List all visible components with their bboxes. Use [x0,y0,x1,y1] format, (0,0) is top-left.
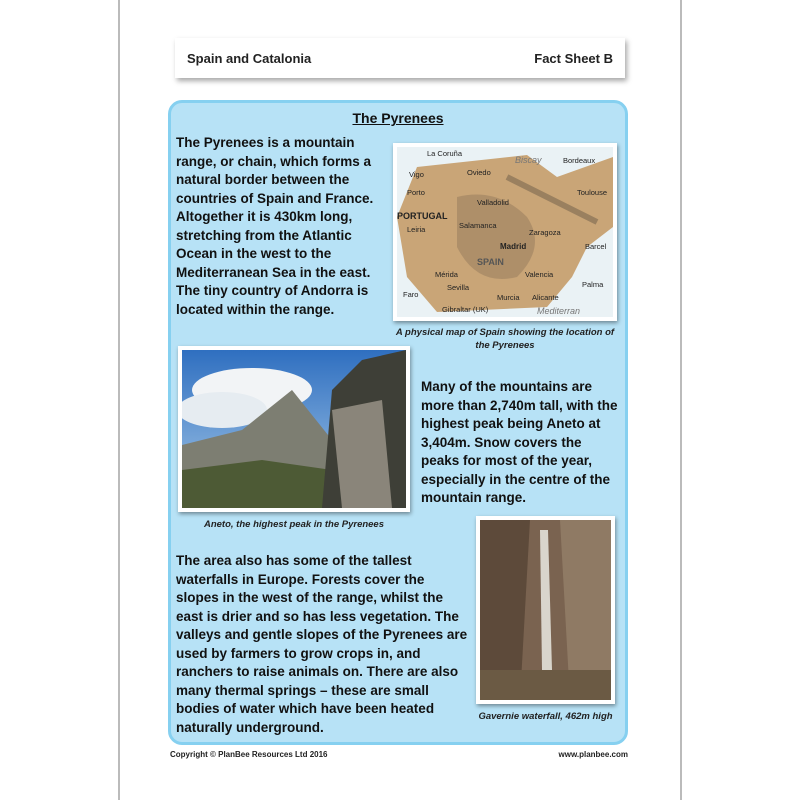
map-label: Leiria [407,225,426,234]
map-label: La Coruña [427,149,463,158]
intro-paragraph: The Pyrenees is a mountain range, or chain, which forms a natural border between the countries of Spain and France. Altogether it is 430km long, stretching from the Atlantic Ocean in the west to the Mediterranean Sea in the east. The tiny country of Andorra is located within the range. [176,135,374,317]
map-label: Sevilla [447,283,470,292]
map-label: Bordeaux [563,156,596,165]
map-label: Mérida [435,270,458,279]
map-label: Toulouse [577,188,608,197]
waterfalls-paragraph: The area also has some of the tallest waterfalls in Europe. Forests cover the slopes in the west of the range, whilst the east is drier and so has less vegetation. The valleys and gentle slopes of the Pyrenees are used by farmers to grow crops in, and ranchers to raise animals on. There are also many thermal springs – these are small bodies of water which have been heated naturally underground. [176,553,468,735]
map-label: PORTUGAL [397,211,448,221]
map-label: Murcia [497,293,520,302]
map-label: Biscay [515,155,542,165]
map-label: Valencia [525,270,554,279]
map-label: Salamanca [459,221,497,230]
map-label: Mediterran [537,306,581,316]
copyright-text: Copyright © PlanBee Resources Ltd 2016 [170,750,328,759]
map-label: Valladolid [477,198,509,207]
aneto-photo [178,346,410,512]
spain-map-image [393,143,617,321]
waterfall-photo [476,516,615,704]
map-label: Oviedo [467,168,491,177]
map-label: Barcel [585,242,607,251]
map-label: Palma [582,280,604,289]
header-bar [175,38,625,78]
map-label: Porto [407,188,425,197]
map-label: Gibraltar (UK) [442,305,489,314]
aneto-caption: Aneto, the highest peak in the Pyrenees [203,519,385,530]
header-sheet: Fact Sheet B [534,50,613,66]
map-label: Zaragoza [529,228,561,237]
map-label: Vigo [409,170,424,179]
header-topic: Spain and Catalonia [187,50,312,66]
website-link[interactable]: www.planbee.com [558,750,628,759]
page-title: The Pyrenees [352,110,444,126]
map-caption: A physical map of Spain showing the location of the Pyrenees [395,327,615,351]
waterfall-caption: Gavernie waterfall, 462m high [478,711,613,722]
map-label: Faro [403,290,419,299]
map-label: SPAIN [477,257,504,267]
map-label: Alicante [532,293,559,302]
map-label: Madrid [500,242,527,251]
mountains-paragraph: Many of the mountains are more than 2,740m tall, with the highest peak being Aneto at 3,404m. Snow covers the peaks for most of the year, especially in the centre of the mountain range. [421,379,618,505]
